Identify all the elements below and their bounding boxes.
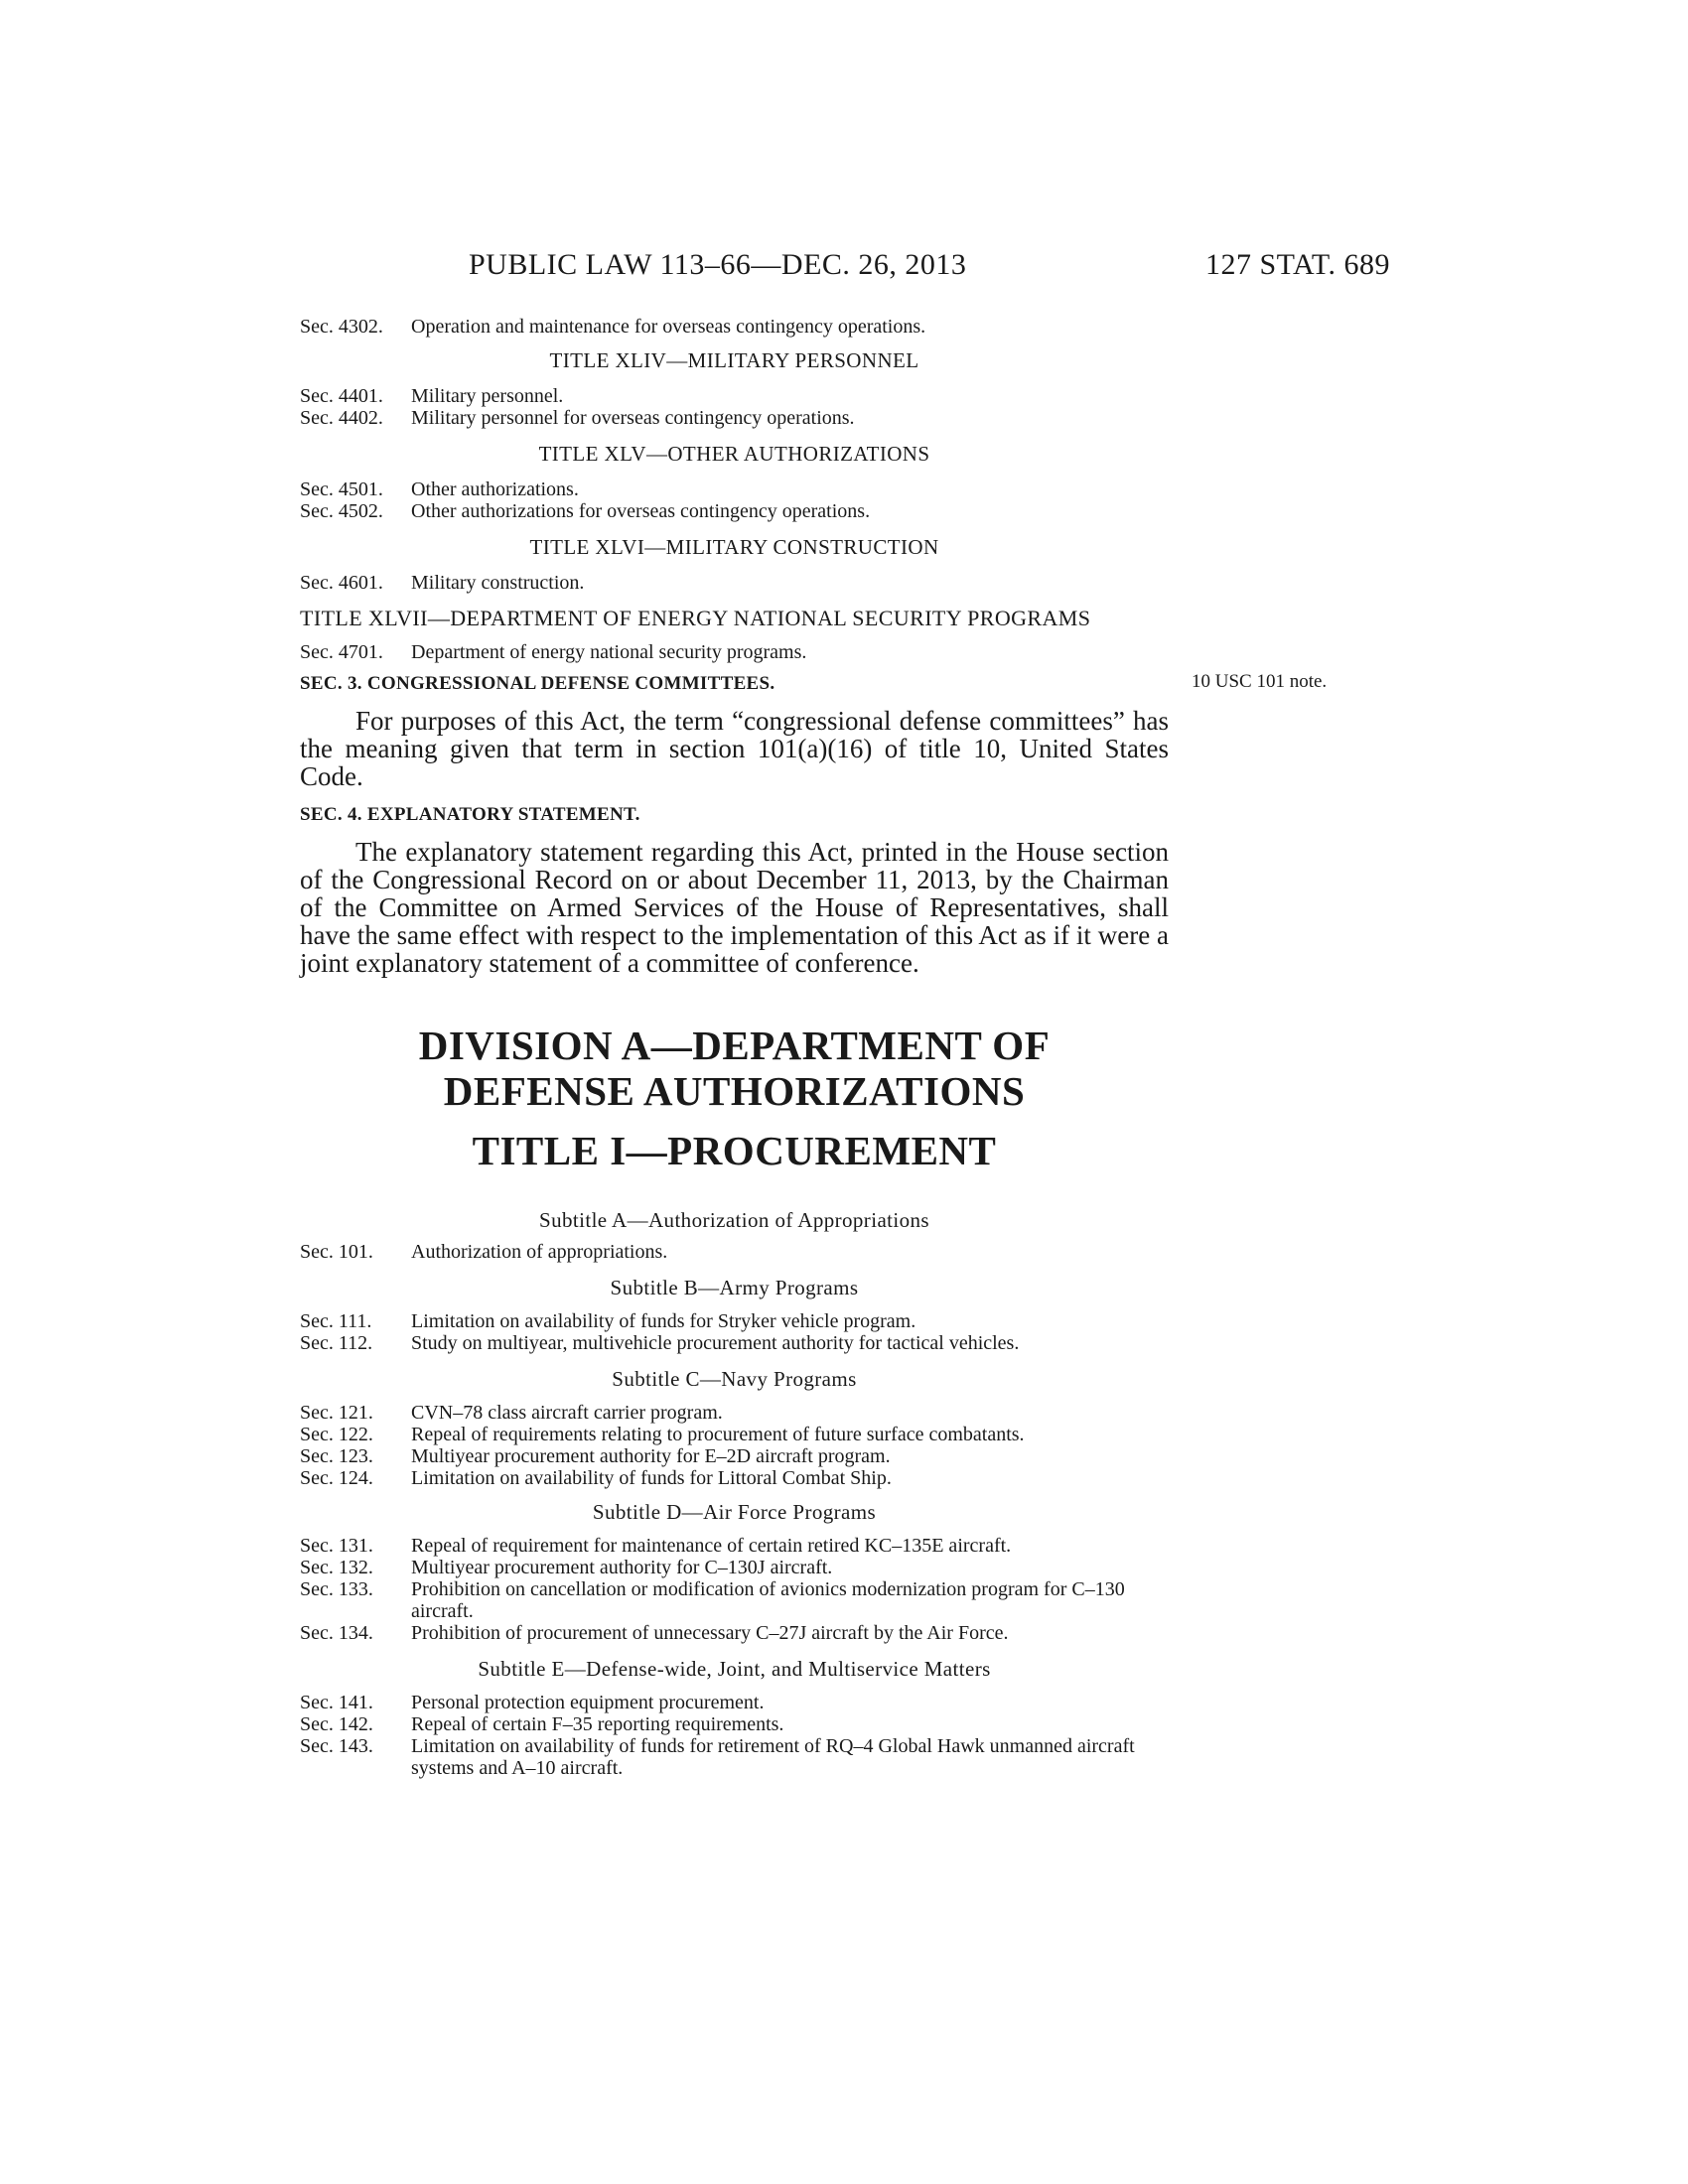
- toc-title-heading: TITLE XLV—OTHER AUTHORIZATIONS: [538, 442, 930, 466]
- toc-title-heading: TITLE XLVII—DEPARTMENT OF ENERGY NATIONAL SECURITY PROGRAMS: [300, 606, 1091, 630]
- running-header: [298, 248, 1390, 288]
- toc-title-heading: TITLE XLVI—MILITARY CONSTRUCTION: [529, 535, 939, 559]
- toc-entry: Sec. 112. Study on multiyear, multivehicle procurement authority for tactical vehicles.: [300, 1332, 1020, 1354]
- title-procurement: TITLE I—PROCUREMENT: [472, 1128, 997, 1173]
- toc-entry: Sec. 4502. Other authorizations for overseas contingency operations.: [300, 500, 871, 522]
- toc-entry: Sec. 131. Repeal of requirement for maintenance of certain retired KC–135E aircraft.: [300, 1535, 1012, 1557]
- toc-subtitle-heading: Subtitle D—Air Force Programs: [592, 1500, 877, 1524]
- toc-subtitle-heading: Subtitle A—Authorization of Appropriations: [538, 1208, 929, 1232]
- division-title-line1: DIVISION A—DEPARTMENT OF: [418, 1023, 1051, 1068]
- toc-entry: Sec. 142. Repeal of certain F–35 reporting requirements.: [300, 1713, 784, 1735]
- toc-entry: Sec. 4701. Department of energy national security programs.: [300, 641, 807, 663]
- toc-title-heading: TITLE XLIV—MILITARY PERSONNEL: [549, 348, 919, 372]
- toc-entry: Sec. 123. Multiyear procurement authority for E–2D aircraft program.: [300, 1445, 891, 1467]
- margin-citation-note: 10 USC 101 note.: [1192, 671, 1328, 692]
- toc-entry: Sec. 101. Authorization of appropriations.: [300, 1241, 668, 1263]
- toc-entry: Sec. 134. Prohibition of procurement of unnecessary C–27J aircraft by the Air Force.: [300, 1622, 1009, 1644]
- toc-bottom: [300, 1209, 1169, 1779]
- toc-entry: Sec. 141. Personal protection equipment procurement.: [300, 1692, 765, 1713]
- toc-entry: Sec. 143. Limitation on availability of funds for retirement of RQ–4 Global Hawk unmanned aircraft systems and A–10 aircraft.: [300, 1735, 1135, 1779]
- toc-entry: Sec. 133. Prohibition on cancellation or modification of avionics modernization program for C–130 aircraft.: [300, 1578, 1125, 1622]
- law-title: PUBLIC LAW 113–66—DEC. 26, 2013: [469, 248, 967, 281]
- section-body-sec4: The explanatory statement regarding this Act, printed in the House section of the Congressional Record on or about December 11, 2013, by the Chairman of the Committee on Armed Services of the House of Representatives, shall have the same effect with respect to the implementation of this Act as if it were a joint explanatory statement of a committee of conference.: [300, 837, 1169, 978]
- toc-entry: Sec. 4501. Other authorizations.: [300, 478, 579, 500]
- section-body-sec3: For purposes of this Act, the term “congressional defense committees” has the meaning given that term in section 101(a)(16) of title 10, United States Code.: [300, 706, 1169, 791]
- section-heading-sec3: SEC. 3. CONGRESSIONAL DEFENSE COMMITTEES.: [300, 673, 775, 694]
- toc-entry: Sec. 132. Multiyear procurement authority for C–130J aircraft.: [300, 1557, 833, 1578]
- toc-entry: Sec. 111. Limitation on availability of funds for Stryker vehicle program.: [300, 1310, 916, 1332]
- section-heading-sec4: SEC. 4. EXPLANATORY STATEMENT.: [300, 804, 640, 825]
- toc-entry: Sec. 4601. Military construction.: [300, 572, 585, 594]
- toc-entry: Sec. 4402. Military personnel for overseas contingency operations.: [300, 407, 855, 429]
- toc-subtitle-heading: Subtitle E—Defense-wide, Joint, and Multiservice Matters: [478, 1657, 991, 1681]
- division-title-line2: DEFENSE AUTHORIZATIONS: [443, 1068, 1026, 1114]
- toc-entry: Sec. 4401. Military personnel.: [300, 385, 564, 407]
- stat-page-number: 127 STAT. 689: [1204, 248, 1390, 281]
- toc-subtitle-heading: Subtitle C—Navy Programs: [612, 1367, 857, 1391]
- toc-entry: Sec. 122. Repeal of requirements relating to procurement of future surface combatants.: [300, 1424, 1025, 1445]
- toc-entry: Sec. 124. Limitation on availability of funds for Littoral Combat Ship.: [300, 1467, 892, 1489]
- toc-subtitle-heading: Subtitle B—Army Programs: [610, 1276, 859, 1299]
- division-title: [300, 1023, 1169, 1114]
- toc-top: [300, 316, 1169, 663]
- toc-entry: Sec. 121. CVN–78 class aircraft carrier program.: [300, 1402, 723, 1424]
- toc-entry: Sec. 4302. Operation and maintenance for overseas contingency operations.: [300, 316, 926, 338]
